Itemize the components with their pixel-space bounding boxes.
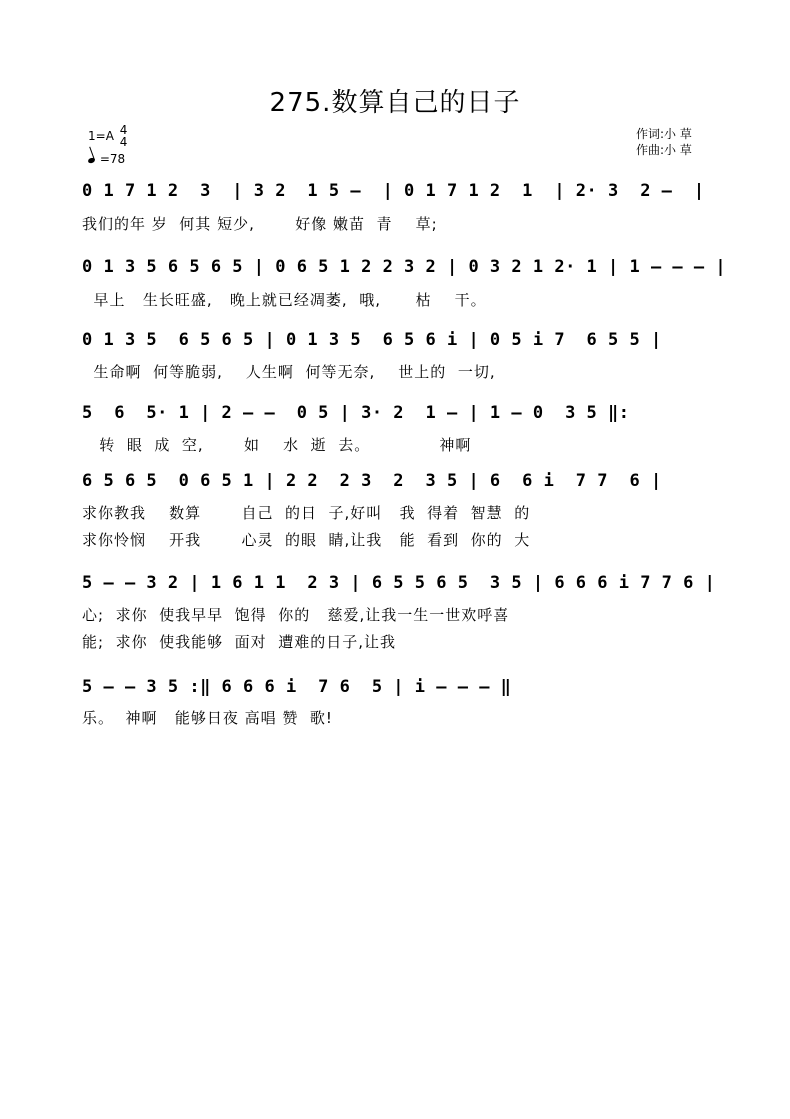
key-signature-block bbox=[88, 124, 127, 148]
time-signature-bottom: 4 bbox=[119, 135, 128, 149]
notation-row: 0 1 3 5 6 5 6 5 | 0 1 3 5 6 5 6 i | 0 5 i 7 6 5 5 | bbox=[82, 330, 662, 350]
quarter-note-icon bbox=[87, 157, 95, 164]
lyric-line: 求你教我 数算 自己 的日 子,好叫 我 得着 智慧 的 bbox=[82, 504, 531, 522]
notation-row: 5 – – 3 2 | 1 6 1 1 2 3 | 6 5 5 6 5 3 5 | 6 6 6 i 7 7 6 | bbox=[82, 573, 716, 593]
lyric-line: 转 眼 成 空, 如 水 逝 去。 神啊 bbox=[82, 436, 472, 454]
lyric-line: 能; 求你 使我能够 面对 遭难的日子,让我 bbox=[82, 633, 396, 651]
notation-row: 5 – – 3 5 :‖ 6 6 6 i 7 6 5 | i – – – ‖ bbox=[82, 677, 512, 697]
lyric-line: 我们的年 岁 何其 短少, 好像 嫩苗 青 草; bbox=[82, 215, 438, 233]
time-signature bbox=[120, 124, 128, 148]
composer: 作曲:小 草 bbox=[636, 143, 692, 157]
tempo-marking bbox=[88, 152, 125, 166]
credits bbox=[636, 126, 692, 158]
notation-row: 5 6 5· 1 | 2 – – 0 5 | 3· 2 1 – | 1 – 0 3 5 ‖: bbox=[82, 403, 630, 423]
lyric-line: 乐。 神啊 能够日夜 高唱 赞 歌! bbox=[82, 709, 333, 727]
lyric-line: 生命啊 何等脆弱, 人生啊 何等无奈, 世上的 一切, bbox=[82, 363, 496, 381]
lyric-line: 心; 求你 使我早早 饱得 你的 慈爱,让我一生一世欢呼喜 bbox=[82, 606, 510, 624]
notation-row: 6 5 6 5 0 6 5 1 | 2 2 2 3 2 3 5 | 6 6 i 7 7 6 | bbox=[82, 471, 662, 491]
key-label: 1=A bbox=[88, 128, 114, 143]
song-title: 275.数算自己的日子 bbox=[269, 88, 521, 118]
lyric-line: 求你怜悯 开我 心灵 的眼 睛,让我 能 看到 你的 大 bbox=[82, 531, 531, 549]
tempo-value: =78 bbox=[99, 152, 126, 166]
notation-row: 0 1 7 1 2 3 | 3 2 1 5 – | 0 1 7 1 2 1 | 2· 3 2 – | bbox=[82, 181, 705, 201]
lyric-line: 早上 生长旺盛, 晚上就已经凋萎, 哦, 枯 干。 bbox=[82, 291, 487, 309]
notation-row: 0 1 3 5 6 5 6 5 | 0 6 5 1 2 2 3 2 | 0 3 2 1 2· 1 | 1 – – – | bbox=[82, 257, 727, 277]
lyricist: 作词:小 草 bbox=[636, 127, 692, 141]
time-signature-top: 4 bbox=[119, 123, 128, 137]
